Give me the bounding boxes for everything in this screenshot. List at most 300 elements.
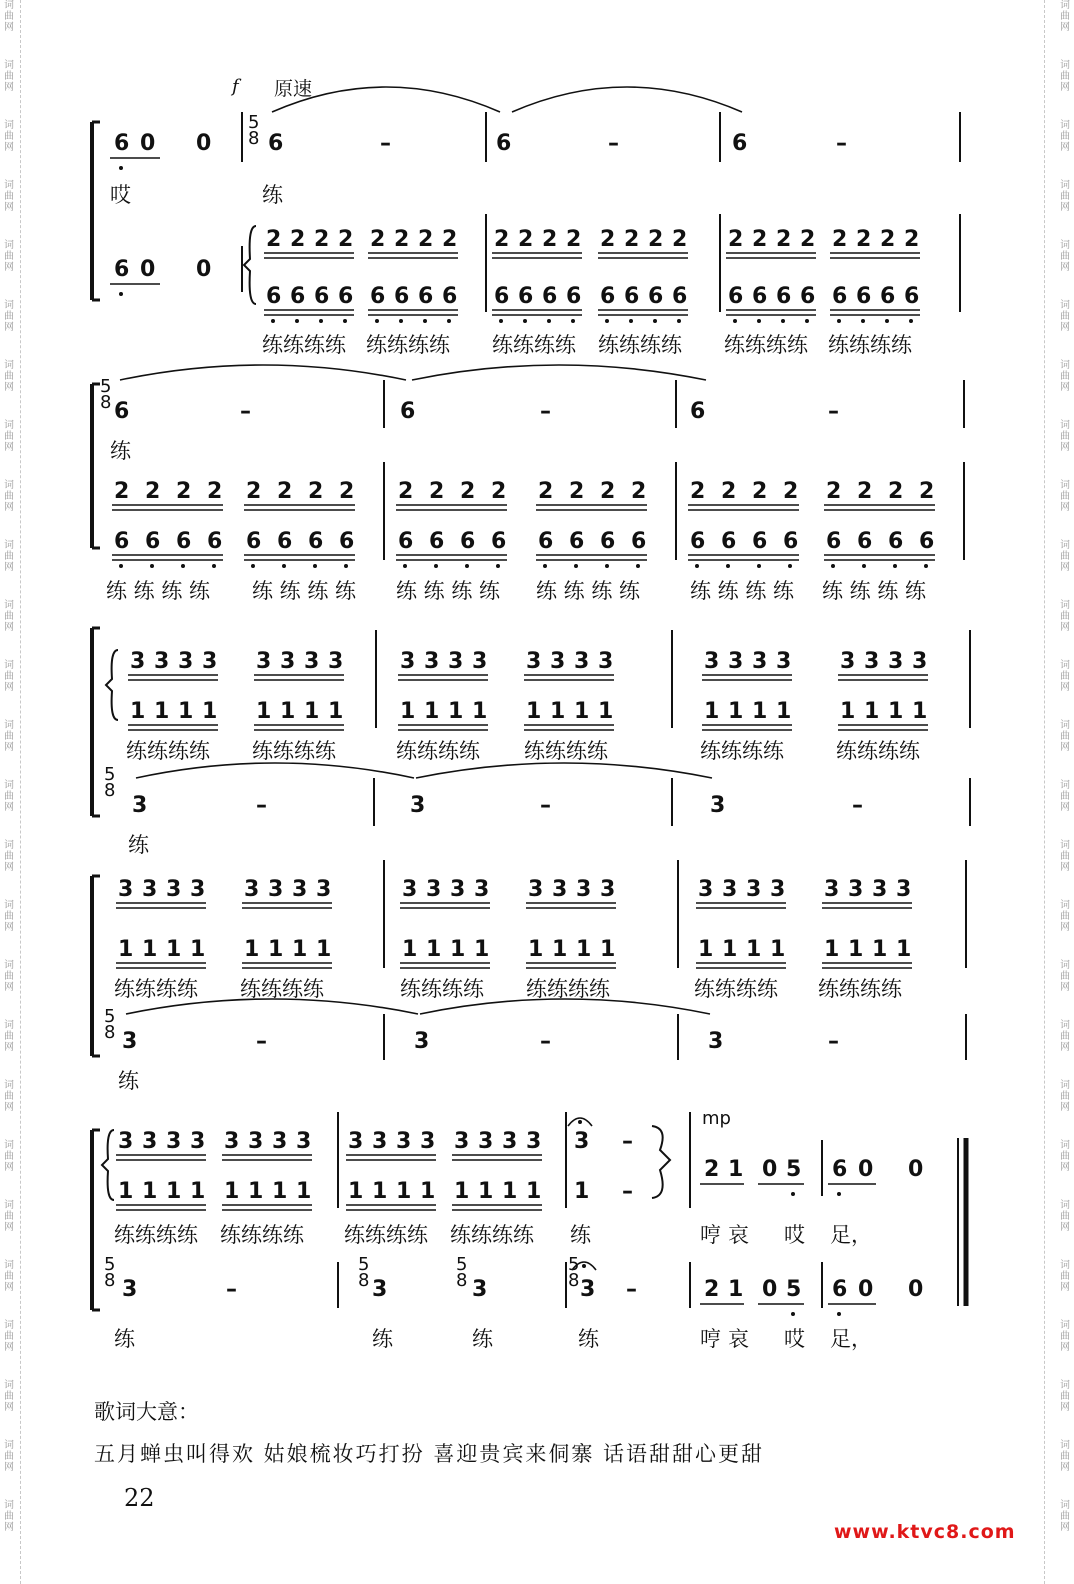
note: 6 (290, 284, 306, 309)
note: 6 (732, 131, 748, 156)
note: 1 (328, 699, 344, 724)
octave-dot (636, 564, 640, 568)
watermark-glyphs: 词 曲 网 (1060, 360, 1070, 393)
watermark-glyphs: 词 曲 网 (1060, 540, 1070, 573)
note: 3 (244, 877, 260, 902)
watermark-glyphs: 词 曲 网 (1060, 600, 1070, 633)
note: 1 (840, 699, 856, 724)
note: 2 (857, 479, 873, 504)
note: 3 (454, 1129, 470, 1154)
note: 2 (672, 227, 688, 252)
watermark-glyphs: 词 曲 网 (4, 300, 14, 333)
time-signature-top: 5 (358, 1254, 370, 1275)
note: 1 (190, 1179, 206, 1204)
watermark-glyphs: 词 曲 网 (4, 1500, 14, 1533)
note: 0 (140, 257, 156, 282)
note: 3 (122, 1277, 138, 1302)
note: 1 (474, 937, 490, 962)
note: 1 (502, 1179, 518, 1204)
note: 2 (776, 227, 792, 252)
watermark-glyphs: 词 曲 网 (4, 1080, 14, 1113)
note: 2 (398, 479, 414, 504)
note: 3 (328, 649, 344, 674)
note: 3 (502, 1129, 518, 1154)
dash: – (540, 793, 551, 818)
note: 1 (600, 937, 616, 962)
note: 6 (400, 399, 416, 424)
lyric: 练练练练 (366, 333, 450, 357)
note: 6 (690, 529, 706, 554)
watermark-glyphs: 词 曲 网 (4, 1140, 14, 1173)
octave-dot (499, 319, 503, 323)
slur (512, 87, 742, 112)
octave-dot (574, 564, 578, 568)
note: 1 (118, 937, 134, 962)
note: 1 (752, 699, 768, 724)
note: 1 (698, 937, 714, 962)
note: 2 (880, 227, 896, 252)
dash: – (240, 399, 251, 424)
note: 3 (142, 1129, 158, 1154)
note: 3 (698, 877, 714, 902)
note: 1 (248, 1179, 264, 1204)
note: 3 (840, 649, 856, 674)
note: 1 (118, 1179, 134, 1204)
time-signature-top: 5 (248, 112, 260, 133)
note: 6 (856, 284, 872, 309)
note: 3 (708, 1029, 724, 1054)
octave-dot (695, 564, 699, 568)
note: 2 (460, 479, 476, 504)
note: 3 (574, 649, 590, 674)
note: 1 (704, 699, 720, 724)
note: 3 (912, 649, 928, 674)
note: 6 (672, 284, 688, 309)
octave-dot (423, 319, 427, 323)
dash: – (622, 1129, 633, 1154)
note: 6 (398, 529, 414, 554)
watermark-glyphs: 词 曲 网 (1060, 180, 1070, 213)
watermark-glyphs: 词 曲 网 (4, 840, 14, 873)
octave-dot (212, 564, 216, 568)
note: 6 (518, 284, 534, 309)
lyric: 练练练练 (220, 1223, 304, 1247)
note: 2 (394, 227, 410, 252)
note: 1 (864, 699, 880, 724)
note: 1 (472, 699, 488, 724)
note: 3 (410, 793, 426, 818)
lyric: 练练练练 (492, 333, 576, 357)
lyric: 练 (570, 1223, 591, 1247)
note: 2 (277, 479, 293, 504)
note: 2 (600, 227, 616, 252)
octave-dot (924, 564, 928, 568)
lyric: 练练练练 (126, 739, 210, 763)
octave-dot (313, 564, 317, 568)
note: 2 (308, 479, 324, 504)
lyric: 练练练练 (828, 333, 912, 357)
note: 2 (442, 227, 458, 252)
lyric: 练练练练 (526, 977, 610, 1001)
note: 3 (528, 877, 544, 902)
watermark-glyphs: 词 曲 网 (4, 660, 14, 693)
note: 3 (526, 1129, 542, 1154)
note: 6 (832, 1157, 848, 1182)
note: 2 (566, 227, 582, 252)
note: 3 (472, 649, 488, 674)
note: 2 (176, 479, 192, 504)
lyric: 哀 (728, 1327, 749, 1351)
watermark-glyphs: 词 曲 网 (1060, 780, 1070, 813)
dash: – (828, 1029, 839, 1054)
octave-dot (733, 319, 737, 323)
time-signature-top: 5 (104, 764, 116, 785)
watermark-glyphs: 词 曲 网 (4, 900, 14, 933)
voice-brace (244, 226, 256, 304)
note: 3 (598, 649, 614, 674)
note: 1 (244, 937, 260, 962)
lyric: 哎 (784, 1223, 805, 1247)
octave-dot (629, 319, 633, 323)
note: 1 (872, 937, 888, 962)
note: 6 (721, 529, 737, 554)
octave-dot (465, 564, 469, 568)
note: 3 (450, 877, 466, 902)
watermark-glyphs: 词 曲 网 (4, 480, 14, 513)
watermark-glyphs: 词 曲 网 (4, 780, 14, 813)
octave-dot (605, 319, 609, 323)
octave-dot (251, 564, 255, 568)
note: 3 (576, 877, 592, 902)
note: 3 (166, 1129, 182, 1154)
watermark-glyphs: 词 曲 网 (4, 1260, 14, 1293)
note: 1 (202, 699, 218, 724)
note: 3 (272, 1129, 288, 1154)
watermark-glyphs: 词 曲 网 (1060, 1020, 1070, 1053)
lyric: 练 (114, 1327, 135, 1351)
note: 2 (370, 227, 386, 252)
note: 2 (518, 227, 534, 252)
watermark-glyphs: 词 曲 网 (4, 180, 14, 213)
note: 3 (414, 1029, 430, 1054)
octave-dot (344, 564, 348, 568)
note: 1 (166, 1179, 182, 1204)
lyric: 练练练练 (114, 977, 198, 1001)
note: 3 (478, 1129, 494, 1154)
note: 6 (832, 1277, 848, 1302)
slur (416, 763, 712, 778)
time-signature-bottom: 8 (104, 780, 116, 801)
note: 1 (166, 937, 182, 962)
time-signature-top: 5 (100, 376, 112, 397)
note: 6 (728, 284, 744, 309)
dynamic-mp: mp (702, 1108, 731, 1129)
time-signature-bottom: 8 (358, 1270, 370, 1291)
watermark-glyphs: 词 曲 网 (1060, 1140, 1070, 1173)
octave-dot (523, 319, 527, 323)
note: 1 (848, 937, 864, 962)
note: 1 (728, 1277, 744, 1302)
note: 1 (420, 1179, 436, 1204)
note: 2 (721, 479, 737, 504)
note: 6 (268, 131, 284, 156)
octave-dot (837, 319, 841, 323)
note: 1 (728, 1157, 744, 1182)
watermark-glyphs: 词 曲 网 (1060, 840, 1070, 873)
note: 3 (474, 877, 490, 902)
note: 1 (728, 699, 744, 724)
lyric: 练 练 练 练 (252, 579, 357, 603)
note: 6 (800, 284, 816, 309)
lyric: 练 (472, 1327, 493, 1351)
lyric: 足， (830, 1327, 872, 1351)
octave-dot (791, 1192, 795, 1196)
octave-dot (375, 319, 379, 323)
note: 1 (550, 699, 566, 724)
watermark-glyphs: 词 曲 网 (4, 0, 14, 33)
octave-dot (578, 1120, 582, 1124)
note: 6 (418, 284, 434, 309)
watermark-glyphs: 词 曲 网 (4, 1380, 14, 1413)
note: 1 (348, 1179, 364, 1204)
note: 6 (857, 529, 873, 554)
note: 3 (864, 649, 880, 674)
watermark-glyphs: 词 曲 网 (1060, 420, 1070, 453)
note: 6 (394, 284, 410, 309)
note: 2 (888, 479, 904, 504)
note: 6 (114, 399, 130, 424)
note: 3 (770, 877, 786, 902)
note: 1 (190, 937, 206, 962)
octave-dot (543, 564, 547, 568)
watermark-glyphs: 词 曲 网 (4, 60, 14, 93)
octave-dot (295, 319, 299, 323)
octave-dot (757, 319, 761, 323)
note: 3 (256, 649, 272, 674)
octave-dot (571, 319, 575, 323)
note: 2 (246, 479, 262, 504)
note: 2 (832, 227, 848, 252)
slur (272, 87, 500, 112)
note: 3 (118, 1129, 134, 1154)
note: 3 (448, 649, 464, 674)
note: 1 (154, 699, 170, 724)
note: 3 (122, 1029, 138, 1054)
lyric: 练练练练 (450, 1223, 534, 1247)
note: 3 (400, 649, 416, 674)
note: 1 (454, 1179, 470, 1204)
note: 1 (272, 1179, 288, 1204)
note: 3 (402, 877, 418, 902)
note: 6 (114, 529, 130, 554)
note: 3 (118, 877, 134, 902)
note: 6 (145, 529, 161, 554)
note: 6 (338, 284, 354, 309)
dash: – (828, 399, 839, 424)
octave-dot (677, 319, 681, 323)
lyric: 练 练 练 练 (690, 579, 795, 603)
note: 1 (296, 1179, 312, 1204)
note: 6 (207, 529, 223, 554)
watermark-glyphs: 词 曲 网 (1060, 720, 1070, 753)
lyric: 练 (372, 1327, 393, 1351)
note: 0 (858, 1157, 874, 1182)
slur (120, 365, 406, 380)
time-signature-bottom: 8 (104, 1270, 116, 1291)
note: 2 (494, 227, 510, 252)
note: 2 (752, 479, 768, 504)
note: 1 (400, 699, 416, 724)
octave-dot (119, 166, 123, 170)
lyric: 练 练 练 练 (822, 579, 927, 603)
note: 3 (224, 1129, 240, 1154)
note: 3 (472, 1277, 488, 1302)
note: 6 (600, 529, 616, 554)
note: 3 (248, 1129, 264, 1154)
note: 2 (569, 479, 585, 504)
note: 1 (142, 937, 158, 962)
note: 1 (292, 937, 308, 962)
note: 6 (776, 284, 792, 309)
octave-dot (547, 319, 551, 323)
lyric: 练练练练 (400, 977, 484, 1001)
note: 6 (566, 284, 582, 309)
lyric: 足， (830, 1223, 872, 1247)
octave-dot (791, 1312, 795, 1316)
octave-dot (861, 319, 865, 323)
note: 2 (207, 479, 223, 504)
note: 2 (491, 479, 507, 504)
watermark-glyphs: 词 曲 网 (1060, 240, 1070, 273)
note: 3 (580, 1277, 596, 1302)
note: 6 (496, 131, 512, 156)
note: 3 (178, 649, 194, 674)
octave-dot (434, 564, 438, 568)
note: 1 (722, 937, 738, 962)
note: 6 (494, 284, 510, 309)
note: 2 (145, 479, 161, 504)
lyric: 练 (262, 183, 283, 207)
note: 1 (574, 1179, 590, 1204)
note: 6 (919, 529, 935, 554)
slur (126, 999, 418, 1014)
note: 1 (770, 937, 786, 962)
note: 2 (783, 479, 799, 504)
note: 3 (752, 649, 768, 674)
note: 2 (339, 479, 355, 504)
watermark-glyphs: 词 曲 网 (4, 1020, 14, 1053)
note: 6 (752, 529, 768, 554)
lyric: 练练练练 (396, 739, 480, 763)
note: 1 (528, 937, 544, 962)
time-signature-top: 5 (568, 1254, 580, 1275)
time-signature-bottom: 8 (248, 128, 260, 149)
tempo-marking: 原速 (274, 78, 313, 100)
note: 2 (752, 227, 768, 252)
note: 3 (526, 649, 542, 674)
lyric: 练练练练 (240, 977, 324, 1001)
note: 1 (526, 1179, 542, 1204)
slur (136, 763, 414, 778)
note: 3 (190, 1129, 206, 1154)
note: 3 (348, 1129, 364, 1154)
note: 6 (266, 284, 282, 309)
note: 1 (424, 699, 440, 724)
watermark-glyphs: 词 曲 网 (1060, 1500, 1070, 1533)
note: 3 (190, 877, 206, 902)
octave-dot (605, 564, 609, 568)
note: 3 (550, 649, 566, 674)
note: 6 (569, 529, 585, 554)
note: 3 (600, 877, 616, 902)
note: 3 (872, 877, 888, 902)
note: 3 (316, 877, 332, 902)
note: 6 (826, 529, 842, 554)
octave-dot (150, 564, 154, 568)
note: 1 (746, 937, 762, 962)
note: 3 (896, 877, 912, 902)
lyric: 哼 (700, 1327, 721, 1351)
note: 1 (888, 699, 904, 724)
lyric: 练练练练 (694, 977, 778, 1001)
note: 1 (178, 699, 194, 724)
dynamic-forte: f (232, 76, 239, 97)
note: 0 (140, 131, 156, 156)
octave-dot (119, 564, 123, 568)
octave-dot (319, 319, 323, 323)
dash: – (256, 1029, 267, 1054)
lyric: 练练练练 (262, 333, 346, 357)
note: 2 (690, 479, 706, 504)
octave-dot (862, 564, 866, 568)
note: 3 (420, 1129, 436, 1154)
note: 3 (154, 649, 170, 674)
watermark-glyphs: 词 曲 网 (4, 600, 14, 633)
watermark-glyphs: 词 曲 网 (1060, 480, 1070, 513)
dash: – (226, 1277, 237, 1302)
note: 6 (246, 529, 262, 554)
dash: – (836, 131, 847, 156)
note: 3 (848, 877, 864, 902)
lyric: 哼 (700, 1223, 721, 1247)
note: 6 (429, 529, 445, 554)
lyric: 练练练练 (524, 739, 608, 763)
watermark-glyphs: 词 曲 网 (4, 720, 14, 753)
note: 1 (576, 937, 592, 962)
site-logo: www.ktvc8.com (834, 1521, 1016, 1543)
watermark-glyphs: 词 曲 网 (1060, 0, 1070, 33)
note: 5 (786, 1277, 802, 1302)
octave-dot (831, 564, 835, 568)
note: 3 (130, 649, 146, 674)
note: 6 (690, 399, 706, 424)
time-signature-top: 5 (104, 1254, 116, 1275)
watermark-glyphs: 词 曲 网 (1060, 120, 1070, 153)
note: 6 (888, 529, 904, 554)
octave-dot (181, 564, 185, 568)
voice-brace (106, 650, 118, 720)
note: 1 (478, 1179, 494, 1204)
watermark-glyphs: 词 曲 网 (1060, 1440, 1070, 1473)
note: 6 (631, 529, 647, 554)
note: 1 (268, 937, 284, 962)
note: 2 (429, 479, 445, 504)
note: 3 (202, 649, 218, 674)
note: 3 (372, 1277, 388, 1302)
note: 3 (166, 877, 182, 902)
note: 1 (130, 699, 146, 724)
note: 3 (722, 877, 738, 902)
